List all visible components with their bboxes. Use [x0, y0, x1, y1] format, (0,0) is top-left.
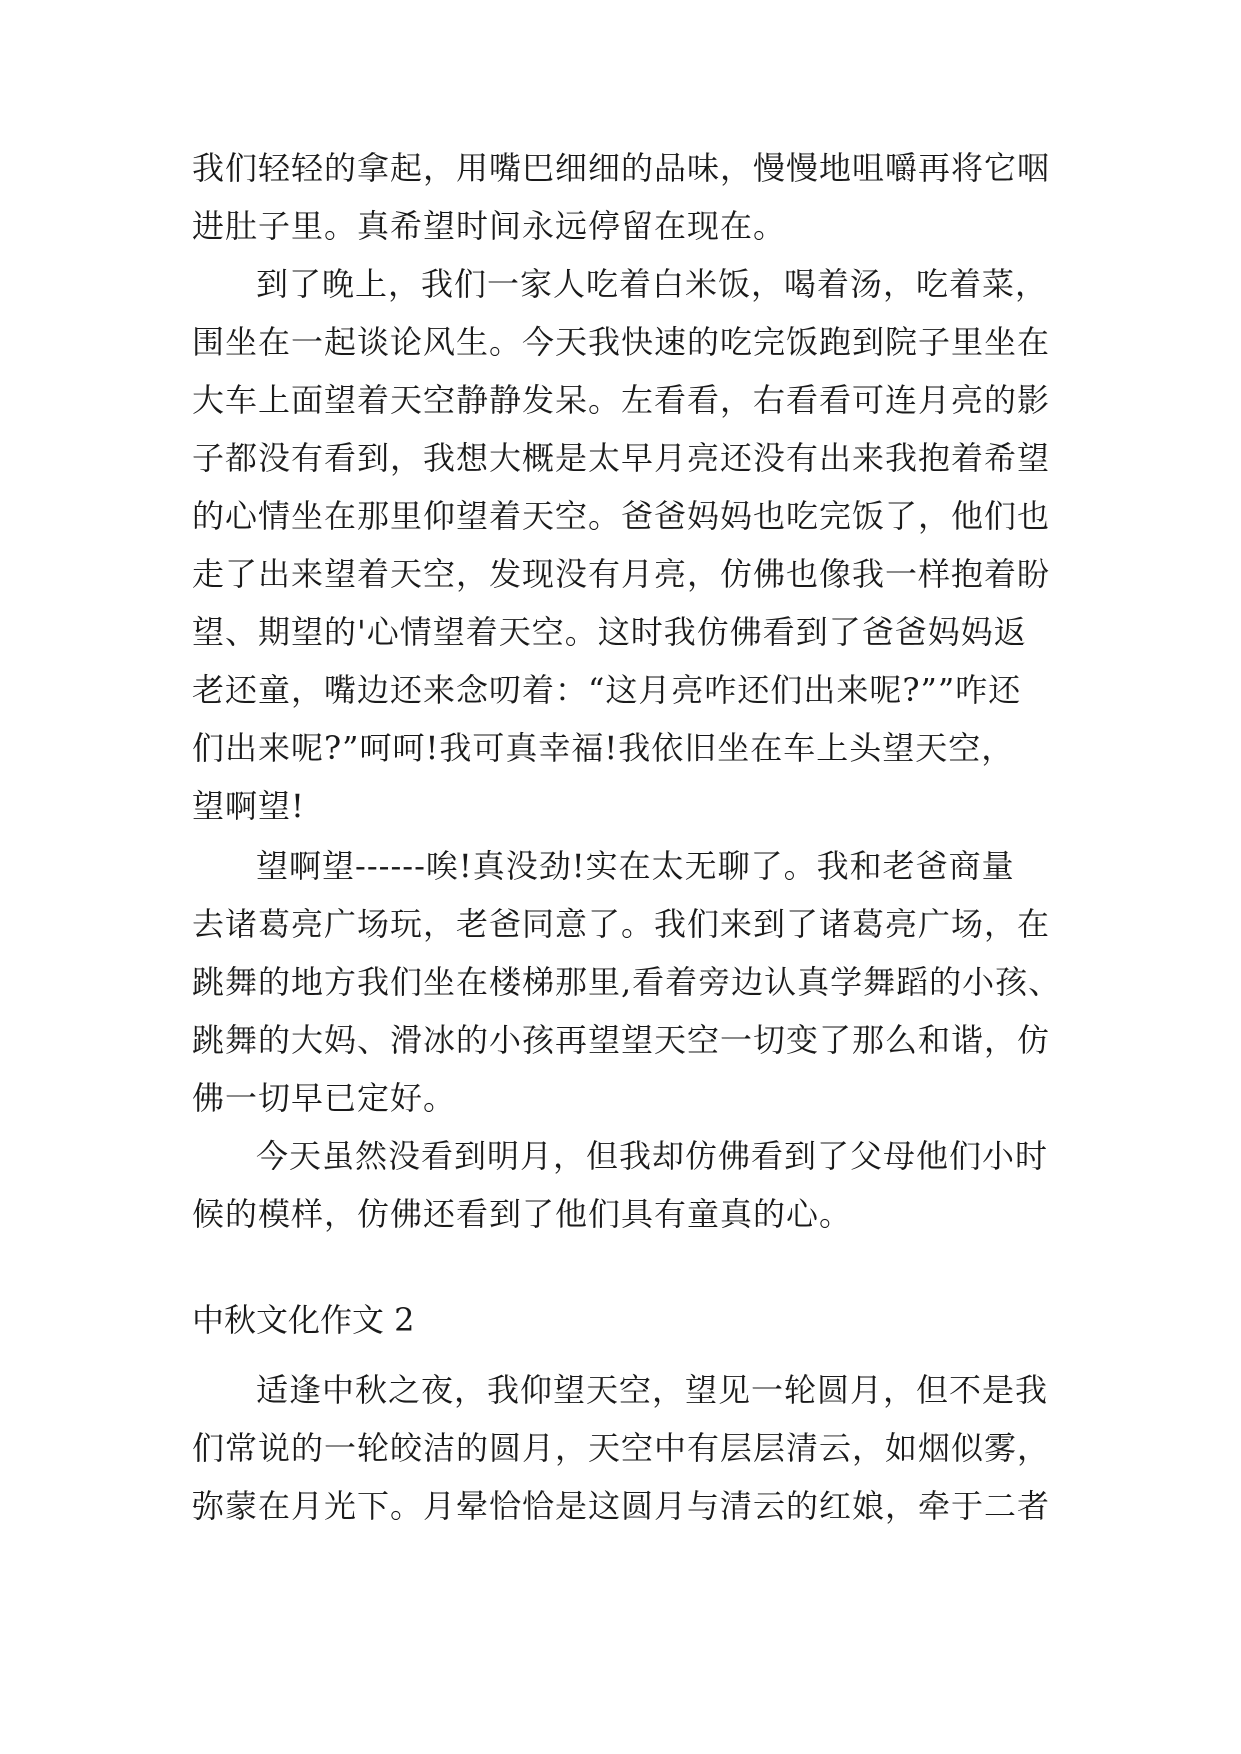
text-line: 佛一切早已定好。: [192, 1079, 457, 1117]
text-line: 我们轻轻的拿起，用嘴巴细细的品味，慢慢地咀嚼再将它咽: [192, 149, 1051, 187]
text-line: 望啊望------唉!真没劲!实在太无聊了。我和老爸商量: [256, 847, 1015, 885]
text-line: 望啊望!: [192, 787, 305, 825]
text-line: 望、期望的'心情望着天空。这时我仿佛看到了爸爸妈妈返: [192, 613, 1027, 651]
text-line: 弥蒙在月光下。月晕恰恰是这圆月与清云的红娘，牵于二者: [192, 1487, 1051, 1525]
section-heading: 中秋文化作文 2: [192, 1301, 415, 1339]
text-line: 老还童，嘴边还来念叨着：“这月亮咋还们出来呢?””咋还: [192, 671, 1022, 709]
text-line: 们出来呢?”呵呵!我可真幸福!我依旧坐在车上头望天空，: [192, 729, 1015, 767]
text-line: 今天虽然没看到明月，但我却仿佛看到了父母他们小时: [256, 1137, 1049, 1175]
text-line: 适逢中秋之夜，我仰望天空，望见一轮圆月，但不是我: [256, 1371, 1049, 1409]
text-line: 候的模样，仿佛还看到了他们具有童真的心。: [192, 1195, 853, 1233]
text-line: 跳舞的大妈、滑冰的小孩再望望天空一切变了那么和谐，仿: [192, 1021, 1051, 1059]
text-line: 去诸葛亮广场玩，老爸同意了。我们来到了诸葛亮广场，在: [192, 905, 1051, 943]
text-line: 围坐在一起谈论风生。今天我快速的吃完饭跑到院子里坐在: [192, 323, 1051, 361]
text-line: 走了出来望着天空，发现没有月亮，仿佛也像我一样抱着盼: [192, 555, 1051, 593]
text-line: 进肚子里。真希望时间永远停留在现在。: [192, 207, 787, 245]
text-line: 到了晚上，我们一家人吃着白米饭，喝着汤，吃着菜，: [256, 265, 1049, 303]
text-line: 们常说的一轮皎洁的圆月，天空中有层层清云，如烟似雾，: [192, 1429, 1051, 1467]
text-line: 子都没有看到，我想大概是太早月亮还没有出来我抱着希望: [192, 439, 1051, 477]
text-line: 大车上面望着天空静静发呆。左看看，右看看可连月亮的影: [192, 381, 1051, 419]
text-line: 的心情坐在那里仰望着天空。爸爸妈妈也吃完饭了，他们也: [192, 497, 1051, 535]
text-line: 跳舞的地方我们坐在楼梯那里,看着旁边认真学舞蹈的小孩、: [192, 963, 1062, 1001]
